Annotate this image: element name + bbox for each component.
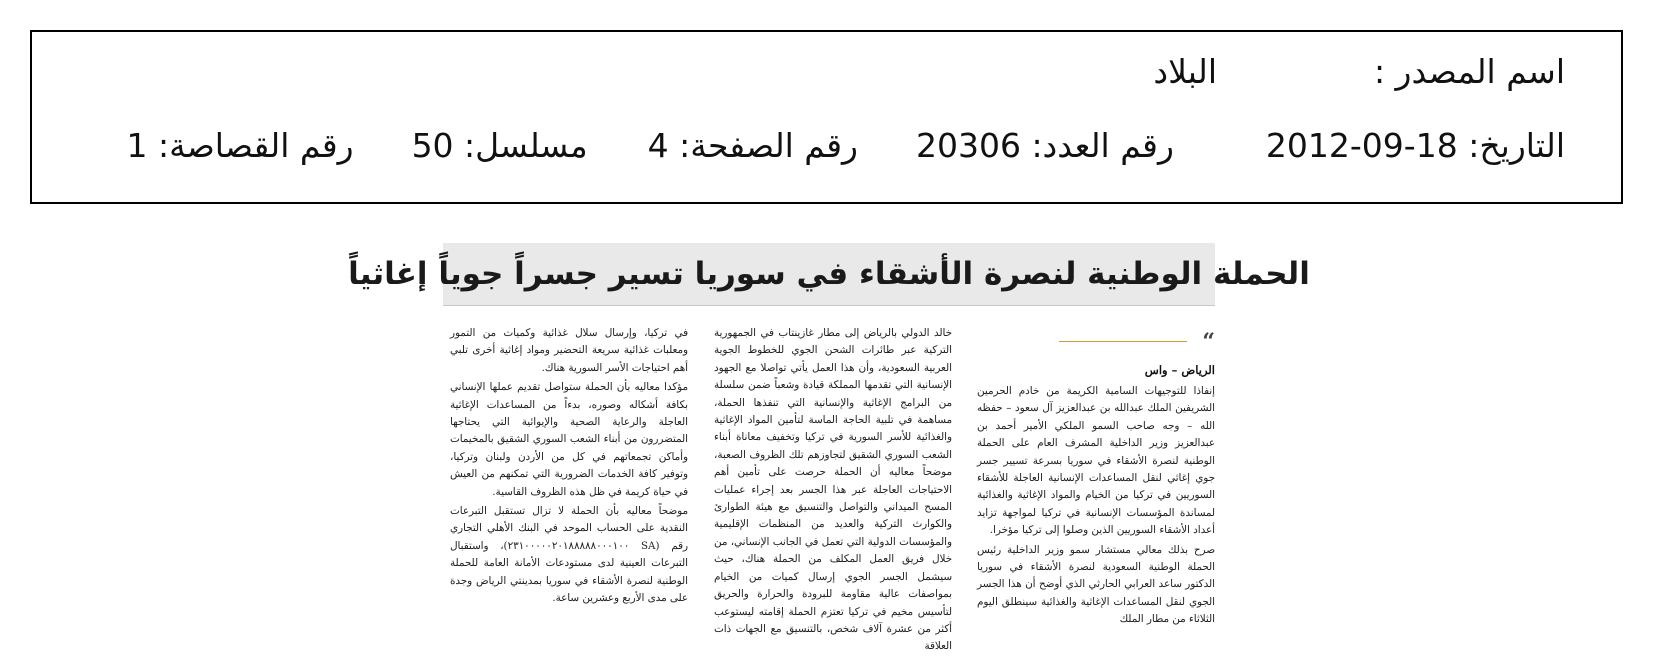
quote-mark-icon: “ — [1202, 329, 1215, 355]
clipping-info-box — [30, 30, 1623, 204]
paragraph: في تركيا، وإرسال سلال غذائية وكميات من التمور ومعلبات غذائية سريعة التحضير ومواد إغاثية أخرى تلبي أهم احتياجات الأسر السورية هناك. — [450, 327, 688, 374]
paragraph: مؤكدا معاليه بأن الحملة ستواصل تقديم عملها الإنساني بكافة أشكاله وصوره، بدءاً من المساعدات الإغاثية العاجلة والرعاية الصحية والإيوائية التي يحتاجها المتضررون من أبناء الشعب السوري الشقيق بالمخيمات وأماكن تجمعاتهم في كل من الأردن ولبنان وتركيا، وتوفير كافة الخدمات الضرورية التي تمكنهم من العيش في حياة كريمة في ظل هذه الظروف القاسية. — [450, 381, 688, 498]
date-field: التاريخ: 18-09-2012 — [1265, 126, 1565, 165]
article-column-left — [450, 325, 688, 610]
paragraph: إنفاذا للتوجيهات السامية الكريمة من خادم الحرمين الشريفين الملك عبدالله بن عبدالعزيز آل سعود – حفظه الله – وجه صاحب السمو الملكي الأمير أحمد بن عبدالعزيز وزير الداخلية المشرف العام على الحملة الوطنية لنصرة الأشقاء في سوريا بسرعة تسيير جسر جوي إغاثي لنقل المساعدات الإنسانية العاجلة للأشقاء السوريين في تركيا من الخيام والمواد الإغاثية والغذائية لمساندة المؤسسات الإنسانية في تركيا لمواجهة تزايد أعداد الأشقاء السوريين الذين وصلوا إلى تركيا مؤخرا. — [977, 385, 1215, 537]
source-value: البلاد — [1153, 52, 1217, 91]
page-number-field: رقم الصفحة: 4 — [647, 126, 858, 165]
source-label: اسم المصدر : — [1373, 52, 1565, 91]
article-dateline: الرياض – واس — [1144, 363, 1215, 377]
paragraph: خالد الدولي بالرياض إلى مطار غازينتاب في الجمهورية التركية عبر طائرات الشحن الجوي للخطوط الجوية العربية السعودية، وأن هذا العمل يأتي تواصلا مع الجهود الإنسانية التي تقدمها المملكة قيادة وشعباً ضمن سلسلة من البرامج الإغاثية والإنسانية التي تنفذها الحملة، مساهمة في تلبية الحاجة الماسة لتأمين المواد الإغاثية والغذائية للأسر السورية في تركيا وتخفيف معاناة أبناء الشعب السوري الشقيق لتجاوزهم تلك الظروف الصعبة، موضحاً معاليه أن الحملة حرصت على تأمين أهم الاحتياجات العاجلة عبر هذا الجسر بعد إجراء عمليات المسح الميداني والتواصل والتنسيق مع هيئة الطوارئ والكوارث التركية والعديد من المنظمات الإقليمية والمؤسسات الدولية التي تعمل في الجانب الإنساني، من خلال فريق العمل المكلف من الحملة هناك، حيث سيشمل الجسر الجوي إرسال كميات من الخيام بمواصفات عالية مقاومة للبرودة والحرارة والحريق لتأسيس مخيم في تركيا تعتزم الحملة إقامته ليستوعب أكثر من عشرة آلاف شخص، بالتنسيق مع الجهات ذات العلاقة — [714, 327, 952, 653]
paragraph: صرح بذلك معالي مستشار سمو وزير الداخلية رئيس الحملة الوطنية السعودية لنصرة الأشقاء في سوريا الدكتور ساعد العرابي الحارثي الذي أوضح أن هذا الجسر الجوي لنقل المساعدات الإغاثية والغذائية سينطلق اليوم الثلاثاء من مطار الملك — [977, 543, 1215, 626]
article-column-right — [977, 383, 1215, 631]
quote-divider — [1059, 341, 1187, 342]
clip-number-field: رقم القصاصة: 1 — [126, 126, 354, 165]
paragraph: موضحاً معاليه بأن الحملة لا تزال تستقبل التبرعات النقدية على الحساب الموحد في البنك الأهلي التجاري رقم (SA ٢٣١٠٠٠٠٠٢٠١٨٨٨٨٨٠٠٠١٠٠)، واستقبال التبرعات العينية لدى مستودعات الأمانة العامة للحملة الوطنية لنصرة الأشقاء في سوريا بمدينتي الرياض وجدة على مدى الأربع وعشرين ساعة. — [450, 505, 688, 605]
metadata-row — [126, 126, 1565, 165]
newspaper-clipping — [348, 243, 1310, 653]
serial-field: مسلسل: 50 — [411, 126, 588, 165]
article-column-middle — [714, 325, 952, 658]
headline-bar — [348, 243, 1310, 306]
article-headline: الحملة الوطنية لنصرة الأشقاء في سوريا تسير جسراً جوياً إغاثياً — [348, 256, 1310, 292]
issue-number-field: رقم العدد: 20306 — [915, 126, 1174, 165]
